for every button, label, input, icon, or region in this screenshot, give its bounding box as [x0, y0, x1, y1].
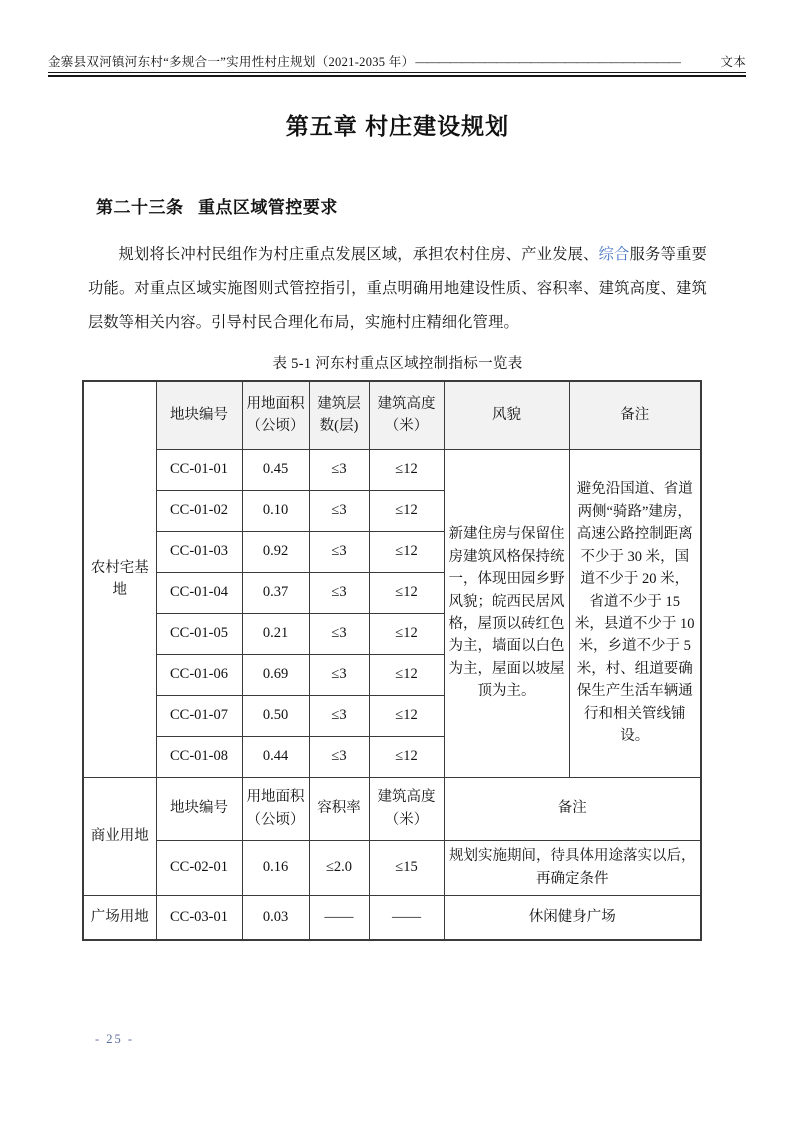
cell-plot-id: CC-01-05 [156, 613, 242, 654]
cell-plot-id: CC-01-08 [156, 736, 242, 777]
cell-floors: ≤3 [309, 490, 369, 531]
cell-far: ≤2.0 [309, 840, 369, 895]
cell-plot-id: CC-01-06 [156, 654, 242, 695]
row-label-plaza: 广场用地 [83, 895, 156, 940]
paragraph-text-2: 服务等重要功能。对重点区域实施图则式管控指引，重点明确用地建设性质、容积率、建筑高度、建筑层数等相关内容。引导村民合理化布局，实施村庄精细化管理。 [88, 246, 708, 331]
col-header-remark: 备注 [569, 381, 701, 449]
table-caption: 表 5-1 河东村重点区域控制指标一览表 [272, 356, 523, 372]
cell-plot-id: CC-02-01 [156, 840, 242, 895]
cell-area: 0.10 [242, 490, 309, 531]
col-header-plot-id: 地块编号 [156, 777, 242, 840]
cell-plot-id: CC-01-01 [156, 449, 242, 490]
col-header-area: 用地面积（公顷） [242, 777, 309, 840]
cell-floors: —— [309, 895, 369, 940]
cell-area: 0.69 [242, 654, 309, 695]
running-header-dash-leader: ——————————————————————— [415, 55, 680, 69]
cell-floors: ≤3 [309, 654, 369, 695]
cell-remark-merged: 休闲健身广场 [444, 895, 701, 940]
col-header-style: 风貌 [444, 381, 569, 449]
cell-remark-merged: 避免沿国道、省道两侧“骑路”建房，高速公路控制距离不少于 30 米，国道不少于 20 米，省道不少于 15 米，县道不少于 10 米，乡道不少于 5 米，村、组道要确保生产生活车辆通行和相关管线铺设。 [569, 449, 701, 777]
cell-plot-id: CC-01-02 [156, 490, 242, 531]
cell-height: ≤12 [369, 613, 444, 654]
cell-height: ≤15 [369, 840, 444, 895]
col-header-remark-merged: 备注 [444, 777, 701, 840]
cell-height: ≤12 [369, 695, 444, 736]
cell-plot-id: CC-01-07 [156, 695, 242, 736]
cell-area: 0.50 [242, 695, 309, 736]
page-number: - 25 - [95, 1032, 135, 1046]
cell-area: 0.44 [242, 736, 309, 777]
cell-floors: ≤3 [309, 736, 369, 777]
cell-area: 0.45 [242, 449, 309, 490]
running-header-rule [48, 75, 746, 77]
section-number: 第二十三条 [96, 198, 184, 217]
body-paragraph [88, 238, 707, 340]
cell-floors: ≤3 [309, 613, 369, 654]
row-label-rural-homestead: 农村宅基地 [83, 381, 156, 777]
cell-style-merged: 新建住房与保留住房建筑风格保持统一，体现田园乡野风貌；皖西民居风格，屋顶以砖红色为主，墙面以白色为主，屋面以坡屋顶为主。 [444, 449, 569, 777]
cell-height: ≤12 [369, 572, 444, 613]
table-row-commercial [83, 840, 701, 895]
running-header-doc-label: 文本 [720, 55, 746, 69]
col-header-area: 用地面积（公顷） [242, 381, 309, 449]
col-header-height: 建筑高度（米） [369, 777, 444, 840]
cell-floors: ≤3 [309, 695, 369, 736]
cell-height: ≤12 [369, 449, 444, 490]
cell-floors: ≤3 [309, 572, 369, 613]
cell-height: ≤12 [369, 736, 444, 777]
cell-height: ≤12 [369, 531, 444, 572]
running-header [48, 52, 746, 77]
cell-area: 0.16 [242, 840, 309, 895]
section-heading [96, 193, 707, 218]
paragraph-text-1: 规划将长冲村民组作为村庄重点发展区域，承担农村住房、产业发展、 [118, 246, 599, 263]
col-header-far: 容积率 [309, 777, 369, 840]
table-header-row [83, 381, 701, 449]
cell-plot-id: CC-01-04 [156, 572, 242, 613]
paragraph-highlighted-text: 综合 [598, 246, 630, 263]
cell-area: 0.21 [242, 613, 309, 654]
row-label-commercial: 商业用地 [83, 777, 156, 895]
running-header-title: 金寨县双河镇河东村“多规合一”实用性村庄规划（2021-2035 年） [48, 55, 415, 69]
control-indicators-table [82, 380, 702, 941]
col-header-floors: 建筑层数(层) [309, 381, 369, 449]
table-row [83, 449, 701, 490]
table-subheader-row-commercial [83, 777, 701, 840]
section-title: 重点区域管控要求 [197, 198, 338, 217]
cell-height: —— [369, 895, 444, 940]
cell-plot-id: CC-03-01 [156, 895, 242, 940]
col-header-plot-id: 地块编号 [156, 381, 242, 449]
table-row-plaza [83, 895, 701, 940]
page-content [88, 100, 707, 941]
col-header-height: 建筑高度（米） [369, 381, 444, 449]
cell-floors: ≤3 [309, 531, 369, 572]
chapter-title: 第五章 村庄建设规划 [285, 113, 510, 139]
cell-plot-id: CC-01-03 [156, 531, 242, 572]
cell-remark-merged: 规划实施期间，待具体用途落实以后，再确定条件 [444, 840, 701, 895]
cell-area: 0.03 [242, 895, 309, 940]
cell-area: 0.92 [242, 531, 309, 572]
cell-floors: ≤3 [309, 449, 369, 490]
cell-area: 0.37 [242, 572, 309, 613]
cell-height: ≤12 [369, 654, 444, 695]
cell-height: ≤12 [369, 490, 444, 531]
